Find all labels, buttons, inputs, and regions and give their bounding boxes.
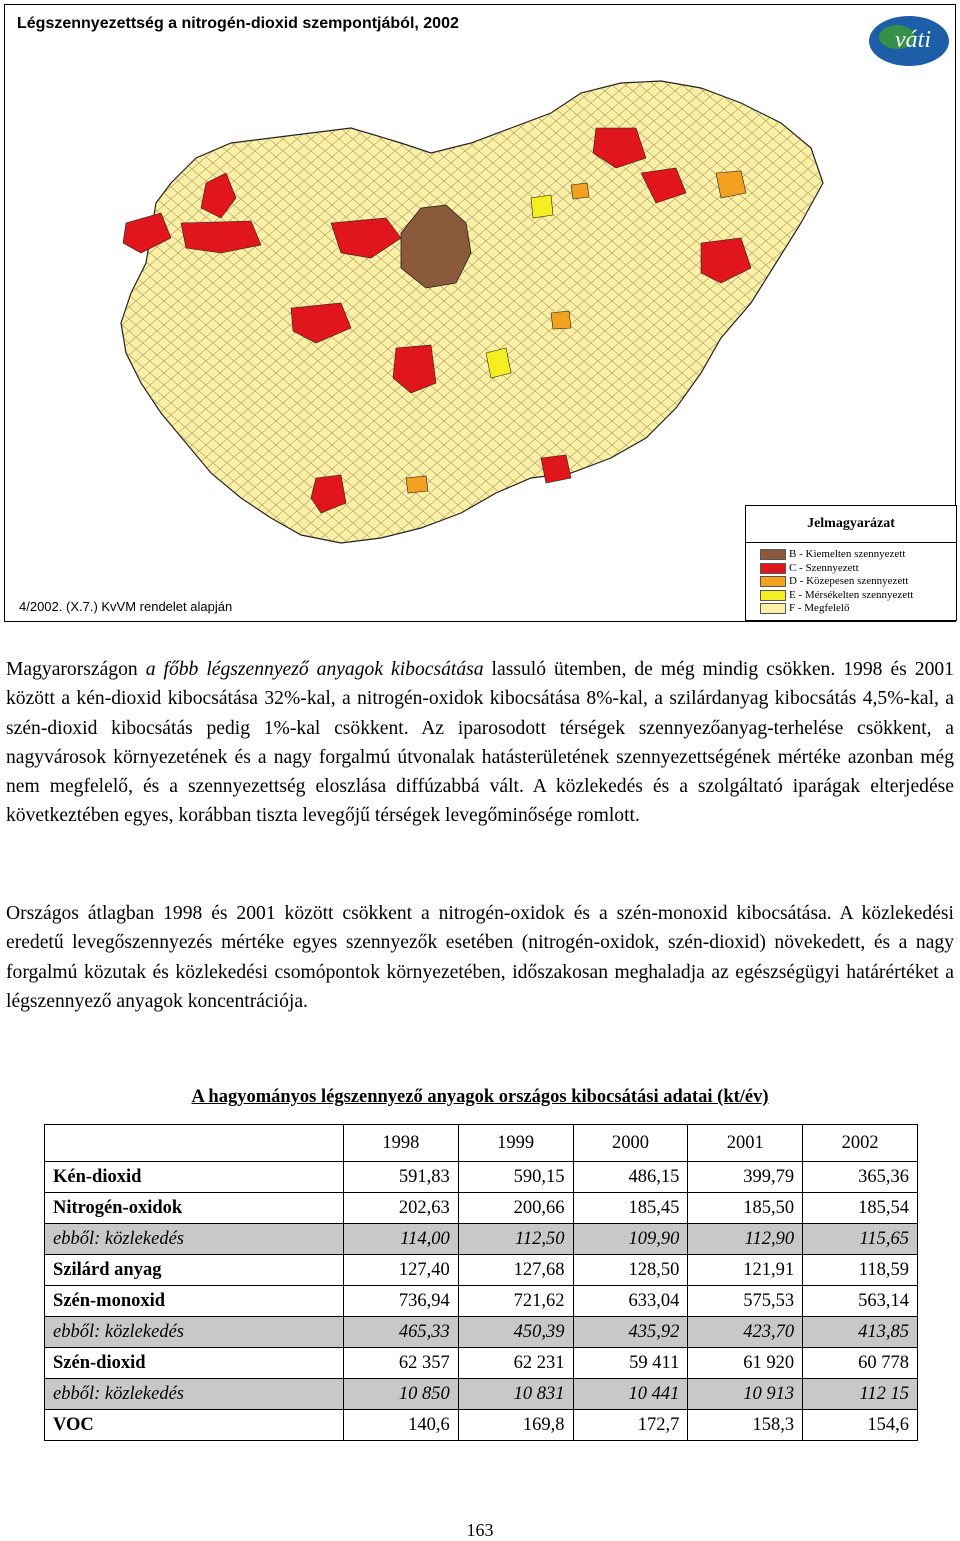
cell-value: 121,91 bbox=[688, 1255, 803, 1286]
cell-value: 423,70 bbox=[688, 1317, 803, 1348]
table-row bbox=[45, 1162, 918, 1193]
cell-value: 118,59 bbox=[803, 1255, 918, 1286]
page-number: 163 bbox=[466, 1520, 494, 1540]
map-frame bbox=[4, 4, 956, 622]
table-header-row bbox=[45, 1125, 918, 1162]
vati-logo bbox=[863, 11, 955, 69]
header-year: 2001 bbox=[688, 1125, 803, 1162]
row-label: Szilárd anyag bbox=[45, 1255, 344, 1286]
cell-value: 185,45 bbox=[573, 1193, 688, 1224]
cell-value: 399,79 bbox=[688, 1162, 803, 1193]
row-label: Nitrogén-oxidok bbox=[45, 1193, 344, 1224]
cell-value: 450,39 bbox=[458, 1317, 573, 1348]
table-row bbox=[45, 1410, 918, 1441]
paragraph-emissions bbox=[6, 655, 954, 831]
legend-swatch bbox=[760, 549, 786, 560]
cell-value: 62 231 bbox=[458, 1348, 573, 1379]
cell-value: 154,6 bbox=[803, 1410, 918, 1441]
cell-value: 465,33 bbox=[343, 1317, 458, 1348]
cell-value: 736,94 bbox=[343, 1286, 458, 1317]
cell-value: 112 15 bbox=[803, 1379, 918, 1410]
legend-item bbox=[760, 548, 913, 562]
cell-value: 185,50 bbox=[688, 1193, 803, 1224]
legend-item bbox=[760, 589, 913, 603]
cell-value: 109,90 bbox=[573, 1224, 688, 1255]
cell-value: 563,14 bbox=[803, 1286, 918, 1317]
cell-value: 200,66 bbox=[458, 1193, 573, 1224]
cell-value: 172,7 bbox=[573, 1410, 688, 1441]
legend-divider bbox=[746, 542, 956, 543]
p1-emphasis: a főbb légszennyező anyagok kibocsátása bbox=[145, 659, 484, 680]
legend-item bbox=[760, 575, 913, 589]
cell-value: 633,04 bbox=[573, 1286, 688, 1317]
p1-body: lassuló ütemben, de még mindig csökken. 1998 és 2001 között a kén-dioxid kibocsátása 32%-kal, a nitrogén-oxidok kibocsátása 8%-kal, a szilárdanyag kibocsátás 4,5%-kal, a szén-dioxid kibocsátás pedig 1%-kal csökkent. Az iparosodott térségek szennyezőanyag-terhelése csökkent, a nagyvárosok környezetének és a nagy forgalmú útvonalak hatásterületének szennyezettségének mértéke azonban még nem megfelelő, és a szennyezettség eloszlása diffúzabbá vált. A közlekedés és a szolgáltató iparágak elterjedése következtében egyes, korábban tiszta levegőjű térségek levegőminősége romlott. bbox=[6, 659, 954, 827]
map-title: Légszennyezettség a nitrogén-dioxid szempontjából, 2002 bbox=[17, 15, 459, 32]
cell-value: 59 411 bbox=[573, 1348, 688, 1379]
table-body bbox=[45, 1162, 918, 1441]
cell-value: 112,90 bbox=[688, 1224, 803, 1255]
cell-value: 140,6 bbox=[343, 1410, 458, 1441]
cell-value: 127,68 bbox=[458, 1255, 573, 1286]
table-row bbox=[45, 1193, 918, 1224]
cell-value: 365,36 bbox=[803, 1162, 918, 1193]
legend-label: E - Mérsékelten szennyezett bbox=[789, 588, 914, 601]
cell-value: 128,50 bbox=[573, 1255, 688, 1286]
row-label: ebből: közlekedés bbox=[45, 1317, 344, 1348]
cell-value: 114,00 bbox=[343, 1224, 458, 1255]
cell-value: 115,65 bbox=[803, 1224, 918, 1255]
cell-value: 486,15 bbox=[573, 1162, 688, 1193]
row-label: VOC bbox=[45, 1410, 344, 1441]
legend-item bbox=[760, 562, 913, 576]
paragraph-traffic: Országos átlagban 1998 és 2001 között csökkent a nitrogén-oxidok és a szén-monoxid kibocsátása. A közlekedési eredetű levegőszennyezés mértéke egyes szennyezők esetében (nitrogén-oxidok, szén-dioxid) növekedett, és a nagy forgalmú közutak és közlekedési csomópontok környezetében, időszakosan meghaladja az egészségügyi határértéket a légszennyező anyagok koncentrációja. bbox=[6, 903, 954, 1012]
cell-value: 202,63 bbox=[343, 1193, 458, 1224]
header-empty bbox=[45, 1125, 344, 1162]
logo-text: váti bbox=[895, 27, 931, 53]
table-row bbox=[45, 1255, 918, 1286]
hungary-map bbox=[101, 73, 831, 573]
header-year: 1998 bbox=[343, 1125, 458, 1162]
map-source: 4/2002. (X.7.) KvVM rendelet alapján bbox=[19, 599, 233, 614]
table-row bbox=[45, 1224, 918, 1255]
row-label: Szén-monoxid bbox=[45, 1286, 344, 1317]
cell-value: 62 357 bbox=[343, 1348, 458, 1379]
table-row bbox=[45, 1379, 918, 1410]
cell-value: 435,92 bbox=[573, 1317, 688, 1348]
legend-label: F - Megfelelő bbox=[789, 602, 850, 615]
cell-value: 591,83 bbox=[343, 1162, 458, 1193]
cell-value: 127,40 bbox=[343, 1255, 458, 1286]
cell-value: 10 441 bbox=[573, 1379, 688, 1410]
cell-value: 721,62 bbox=[458, 1286, 573, 1317]
cell-value: 590,15 bbox=[458, 1162, 573, 1193]
legend-title: Jelmagyarázat bbox=[807, 516, 895, 531]
table-row bbox=[45, 1348, 918, 1379]
cell-value: 413,85 bbox=[803, 1317, 918, 1348]
table-row bbox=[45, 1286, 918, 1317]
legend-label: D - Közepesen szennyezett bbox=[789, 575, 909, 588]
cell-value: 10 831 bbox=[458, 1379, 573, 1410]
legend-swatch bbox=[760, 563, 786, 574]
cell-value: 60 778 bbox=[803, 1348, 918, 1379]
map-legend bbox=[745, 505, 957, 621]
cell-value: 10 913 bbox=[688, 1379, 803, 1410]
cell-value: 185,54 bbox=[803, 1193, 918, 1224]
legend-items bbox=[760, 548, 913, 616]
row-label: Kén-dioxid bbox=[45, 1162, 344, 1193]
legend-label: C - Szennyezett bbox=[789, 561, 859, 574]
cell-value: 10 850 bbox=[343, 1379, 458, 1410]
header-year: 2000 bbox=[573, 1125, 688, 1162]
table-row bbox=[45, 1317, 918, 1348]
legend-swatch bbox=[760, 603, 786, 614]
legend-swatch bbox=[760, 576, 786, 587]
table-title: A hagyományos légszennyező anyagok országos kibocsátási adatai (kt/év) bbox=[191, 1087, 769, 1107]
cell-value: 575,53 bbox=[688, 1286, 803, 1317]
row-label: Szén-dioxid bbox=[45, 1348, 344, 1379]
cell-value: 158,3 bbox=[688, 1410, 803, 1441]
cell-value: 169,8 bbox=[458, 1410, 573, 1441]
cell-value: 112,50 bbox=[458, 1224, 573, 1255]
header-year: 1999 bbox=[458, 1125, 573, 1162]
legend-item bbox=[760, 602, 913, 616]
emissions-table bbox=[44, 1124, 918, 1441]
row-label: ebből: közlekedés bbox=[45, 1224, 344, 1255]
row-label: ebből: közlekedés bbox=[45, 1379, 344, 1410]
header-year: 2002 bbox=[803, 1125, 918, 1162]
p1-intro: Magyarországon bbox=[6, 659, 146, 680]
cell-value: 61 920 bbox=[688, 1348, 803, 1379]
legend-swatch bbox=[760, 590, 786, 601]
legend-label: B - Kiemelten szennyezett bbox=[789, 548, 906, 561]
